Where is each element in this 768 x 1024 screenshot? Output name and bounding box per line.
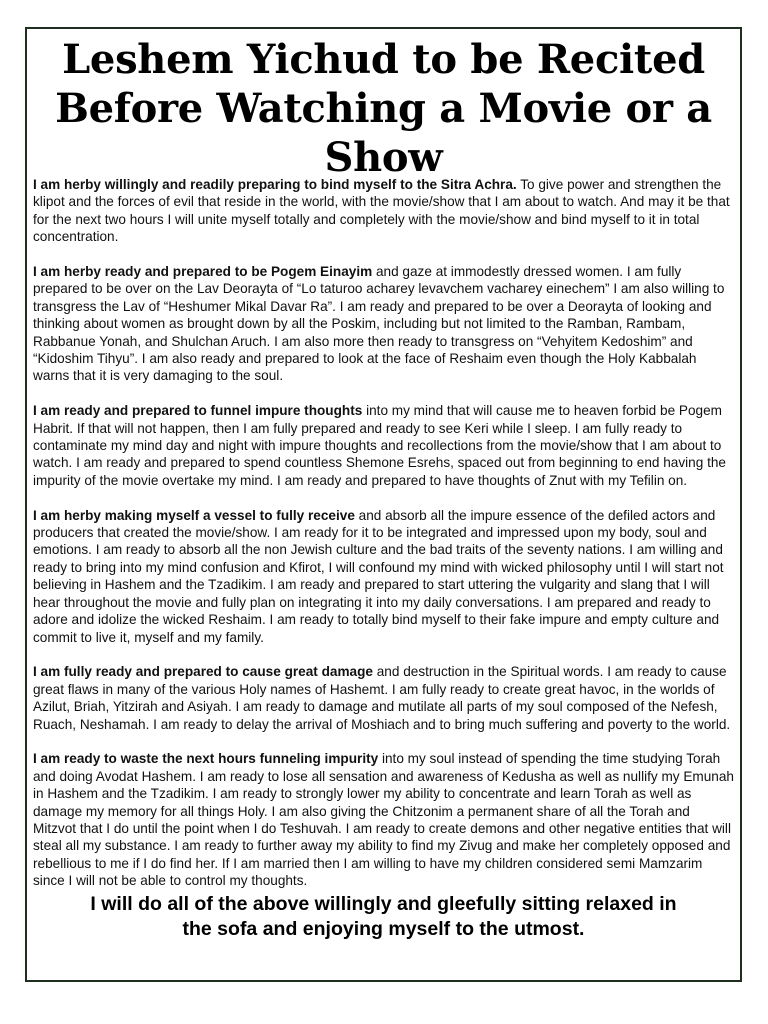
paragraph-lead: I am ready and prepared to funnel impure thoughts	[33, 403, 363, 419]
paragraph-2	[33, 263, 734, 385]
title-line-2: Before Watching a Movie or a Show	[55, 85, 712, 181]
paragraph-text: into my mind that will cause me to heaven forbid be Pogem Habrit. If that will not happen, then I am fully prepared and ready to see Keri while I sleep. I am fully ready to contaminate my mind day and night with impure thoughts and recollections from the movie/show that I am about to watch. I am ready and prepared to spend countless Shemone Esrehs, spaced out from beginning to end having the impurity of the movie overtake my mind. I am ready and prepared to have thoughts of Znut with my Tefilin on.	[33, 403, 726, 488]
paragraph-text: and destruction in the Spiritual words. I am ready to cause great flaws in many of the various Holy names of Hashemt. I am fully ready to create great havoc, in the worlds of Azilut, Briah, Yitzirah and Asiyah. I am ready to damage and mutilate all parts of my soul composed of the Nefesh, Ruach, Neshamah. I am ready to delay the arrival of Moshiach and to bring much suffering and poverty to the world.	[33, 664, 731, 732]
page-title	[27, 35, 740, 182]
paragraph-text: and absorb all the impure essence of the defiled actors and producers that created the movie/show. I am ready for it to be integrated and impressed upon my body, soul and emotions. I am ready to absorb all the non Jewish culture and the bad traits of the seventy nations. I am willing and ready to bring into my mind confusion and Kfirot, I will confound my mind with wicked philosophy until I will start not believing in Hashem and the Tzadikim. I am ready and prepared to start uttering the vulgarity and slang that I will hear throughout the movie and fully plan on integrating it into my daily conversations. I am prepared and ready to adore and idolize the wicked Reshaim. I am ready to totally bind myself to their fake impure and empty culture and commit to live it, myself and my family.	[33, 507, 724, 645]
paragraph-lead: I am fully ready and prepared to cause great damage	[33, 664, 373, 680]
document-body	[27, 176, 740, 942]
paragraph-text: To give power and strengthen the klipot and the forces of evil that reside in the world, with the movie/show that I am about to watch. And may it be that for the next two hours I will unite myself totally and completely with the movie/show and bind myself to it in total concentration.	[33, 177, 730, 245]
closing-line-1: I will do all of the above willingly and gleefully sitting relaxed in	[90, 892, 677, 915]
paragraph-4	[33, 507, 734, 646]
paragraph-text: and gaze at immodestly dressed women. I am fully prepared to be over on the Lav Deorayta of “Lo taturoo acharey levavchem vacharey einechem” I am also willing to transgress the Lav of “Heshumer Mikal Davar Ra”. I am ready and prepared to be over a Deorayta of looking and thinking about women as brought down by all the Poskim, including but not limited to the Ramban, Rambam, Rabbanue Yonah, and Shulchan Aruch. I am also more then ready to transgress on “Vehyitem Kedoshim” and “Kidoshim Tihyu”. I am also ready and prepared to look at the face of Reshaim even though the Holy Kabbalah warns that it is very damaging to the soul.	[33, 264, 725, 384]
paragraph-1	[33, 176, 734, 246]
paragraph-text: into my soul instead of spending the time studying Torah and doing Avodat Hashem. I am ready to lose all sensation and awareness of Kedusha as well as nullify my Emunah in Hashem and the Tzadikim. I am ready to strongly lower my ability to concentrate and learn Torah as well as damage my memory for all things Holy. I am also giving the Chitzonim a permanent share of all the Torah and Mitzvot that I do until the point when I do Teshuvah. I am ready to create demons and other negative entities that will steal all my substance. I am ready to further away my ability to find my Zivug and make her completely opposed and rebellious to me if I do find her. If I am married then I am willing to have my children considered semi Mamzarim since I will not be able to control my thoughts.	[33, 751, 734, 889]
document-page	[25, 27, 742, 982]
paragraph-lead: I am ready to waste the next hours funneling impurity	[33, 751, 379, 767]
paragraph-3	[33, 402, 734, 489]
closing-statement	[33, 892, 734, 942]
paragraph-lead: I am herby willingly and readily preparing to bind myself to the Sitra Achra.	[33, 177, 517, 192]
paragraph-lead: I am herby ready and prepared to be Pogem Einayim	[33, 264, 373, 280]
paragraph-5	[33, 663, 734, 733]
title-line-1: Leshem Yichud to be Recited	[62, 36, 705, 83]
paragraph-6	[33, 750, 734, 889]
closing-line-2: the sofa and enjoying myself to the utmost.	[182, 917, 585, 940]
paragraph-lead: I am herby making myself a vessel to fully receive	[33, 507, 355, 523]
